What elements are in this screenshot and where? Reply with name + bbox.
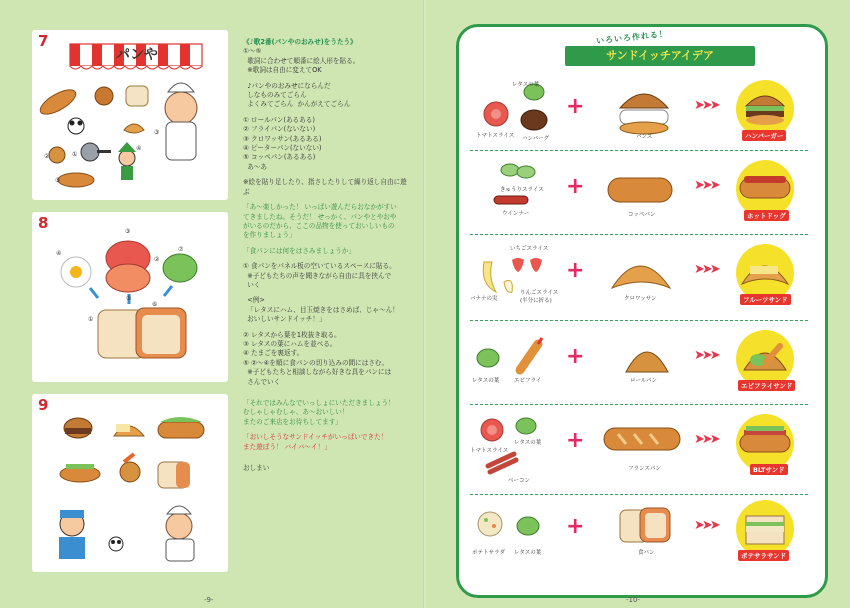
callout-1: ① (88, 316, 94, 323)
instruction-line: ② フライパン(ないない) (243, 125, 316, 134)
result-label: ホットドッグ (744, 210, 789, 221)
filling-label: ベーコン (508, 478, 531, 484)
instruction-line: ※歌詞は自由に変えてOK (243, 66, 322, 75)
instruction-line: おしまい (243, 464, 270, 473)
bread-label: コッペパン (628, 212, 656, 218)
loaf-illustration (616, 502, 676, 552)
instruction-line: ① 食パンをパネル板の空いているスペースに貼る。 (243, 262, 396, 271)
callout-2: ② (154, 256, 160, 263)
plus-icon: + (566, 514, 585, 539)
instruction-line: むしゃしゃむしゃ、あ〜おいしい！ (243, 408, 349, 417)
panel-number: 7 (38, 32, 49, 50)
filling-label: ポテトサラダ (472, 550, 505, 556)
arrow-icon: ➤➤➤ (694, 348, 718, 363)
filling-label: レタスの葉 (512, 82, 540, 88)
instruction-text (243, 38, 411, 473)
svg-text:①: ① (72, 151, 78, 158)
instruction-line: 「それではみんなでいっしょにいただきましょう！ (243, 399, 395, 407)
row-divider (470, 494, 808, 495)
idea-row-shrimp-sandwich (468, 324, 808, 402)
instruction-line: さんでいく (243, 377, 281, 386)
instruction-line: ② レタスから葉を1枚抜き取る。 (243, 330, 341, 339)
svg-text:②: ② (44, 153, 50, 160)
instruction-line: 「レタスにハム、目玉焼きをはさめば、じゃ〜ん！ (243, 305, 399, 314)
plus-icon: + (566, 258, 585, 283)
filling-label: バナナの実 (470, 296, 498, 302)
instruction-line: ※子どもたちの声を聞きながら自由に具を挟んで (243, 271, 392, 280)
callout-5: ⑤ (126, 295, 132, 302)
card-title: サンドイッチアイデア (565, 46, 755, 66)
instruction-line: また遊ぼう！ バイバ〜イ！」 (243, 442, 331, 451)
panel-9 (32, 394, 228, 572)
page-number: -9- (204, 596, 214, 604)
fillings-illustration (468, 154, 558, 232)
filling-label: きゅうりスライス (500, 187, 544, 193)
plus-icon: + (566, 94, 585, 119)
plus-icon: + (566, 428, 585, 453)
instruction-line: 《♪歌2番(パンやのおみせ)をうたう》 (243, 38, 357, 46)
instruction-line: ※子どもたちと相談しながら好きな具をパンには (243, 368, 392, 377)
arrow-icon: ➤➤➤ (694, 98, 718, 113)
instruction-line: てきましたね。そうだ！ せっかく、パンやとやおや (243, 212, 397, 221)
callout-7: ⑦ (178, 246, 184, 253)
page-number: -10- (626, 596, 640, 604)
plus-icon: + (566, 344, 585, 369)
row-divider (470, 234, 808, 235)
row-divider (470, 150, 808, 151)
fillings-illustration (468, 324, 558, 402)
filling-label: レタスの葉 (472, 378, 500, 384)
idea-row-fruit-sandwich (468, 238, 808, 316)
result-label: BLTサンド (750, 464, 788, 475)
result-label: エビフライサンド (738, 380, 795, 391)
instruction-line: よくみてごらん かんがえてごらん (243, 100, 351, 109)
instruction-line: ♪パンやのおみせにならんだ (243, 81, 331, 90)
instruction-line: あ〜あ (243, 162, 267, 171)
filling-label: ウインナー (502, 211, 530, 217)
panel-7 (32, 30, 228, 200)
instruction-line: しなものみてごらん (243, 91, 307, 100)
plus-icon: + (566, 174, 585, 199)
bread-label: クロワッサン (624, 296, 657, 302)
right-page (426, 0, 850, 608)
instruction-line: 歌詞に合わせて順番に絵人形を貼る。 (243, 56, 360, 65)
panel-number: 9 (38, 396, 49, 414)
idea-row-hotdog (468, 154, 808, 232)
left-page (0, 0, 424, 608)
instruction-line: を作りましょう」 (243, 231, 296, 240)
finished-sandwiches-illustration (32, 394, 228, 572)
filling-label: いちごスライス (510, 246, 549, 252)
bun-illustration (606, 172, 676, 212)
filling-label: レタスの葉 (514, 440, 542, 446)
filling-label: りんごスライス (半分に折る) (520, 290, 559, 304)
bread-label: 食パン (638, 550, 655, 556)
arrow-icon: ➤➤➤ (694, 432, 718, 447)
instruction-line: ④ ピーターパン(ないない) (243, 144, 322, 153)
panel-number: 8 (38, 214, 49, 232)
instruction-line: ⑤ ②〜④を順に食パンの切り込みの間にはさむ。 (243, 358, 389, 367)
card-subtitle: いろいろ作れる！ (595, 29, 669, 46)
instruction-line: ① ロールパン(あるある) (243, 115, 315, 124)
result-label: ハンバーガー (742, 130, 786, 141)
instruction-line: <例> (243, 296, 265, 305)
instruction-line: いく (243, 280, 261, 289)
bread-label: ロールパン (630, 378, 658, 384)
row-divider (470, 320, 808, 321)
croissant-illustration (608, 248, 674, 298)
instruction-line: 「あ〜楽しかった！ いっぱい遊んだらおなかがすい (243, 203, 397, 212)
instruction-line: ③ クロワッサン(あるある) (243, 134, 322, 143)
instruction-line: 「食パンには何をはさみましょうか」 (243, 246, 356, 255)
arrow-icon: ➤➤➤ (694, 178, 718, 193)
fillings-illustration (468, 498, 558, 576)
idea-row-potato-salad (468, 498, 808, 576)
filling-label: トマトスライス (470, 448, 509, 454)
svg-text:④: ④ (136, 145, 142, 152)
result-label: ポテサラサンド (738, 550, 789, 561)
callout-6: ⑥ (152, 301, 158, 308)
instruction-line: 「おいしそうなサンドイッチがいっぱいできた！ (243, 433, 388, 442)
instruction-line: ※絵を貼り足したり、指さしたりして繰り返し自由に遊ぶ (243, 178, 407, 196)
baguette-illustration (602, 422, 682, 462)
idea-row-hamburger (468, 74, 808, 152)
idea-row-blt (468, 408, 808, 486)
instruction-line: ④ たまごを裏返す。 (243, 349, 304, 358)
svg-text:⑤: ⑤ (55, 177, 61, 184)
filling-label: レタスの葉 (514, 550, 542, 556)
instruction-line: ①〜⑤ (243, 47, 262, 56)
bread-label: バンズ (636, 134, 653, 140)
bread-label: フランスパン (628, 466, 661, 472)
filling-label: ハンバーグ (522, 136, 550, 142)
row-divider (470, 404, 808, 405)
svg-text:③: ③ (154, 129, 160, 136)
awning-text: パンや (116, 47, 158, 63)
instruction-line: おいしいサンドイッチ！」 (243, 315, 326, 324)
filling-label: トマトスライス (476, 133, 515, 139)
callout-4: ④ (56, 250, 62, 257)
instruction-line: ③ レタスの葉にハムを並べる。 (243, 339, 337, 348)
arrow-icon: ➤➤➤ (694, 262, 718, 277)
filling-label: エビフライ (514, 378, 542, 384)
instruction-line: がいるのだから、ここの品物を使っておいしいもの (243, 221, 395, 230)
callout-3: ③ (125, 228, 131, 235)
instruction-line: ⑤ コッペパン(あるある) (243, 153, 316, 162)
instruction-line: またのご来店をお待ちしてます」 (243, 417, 342, 426)
panel-8 (32, 212, 228, 382)
result-label: フルーツサンド (740, 294, 791, 305)
arrow-icon: ➤➤➤ (694, 518, 718, 533)
